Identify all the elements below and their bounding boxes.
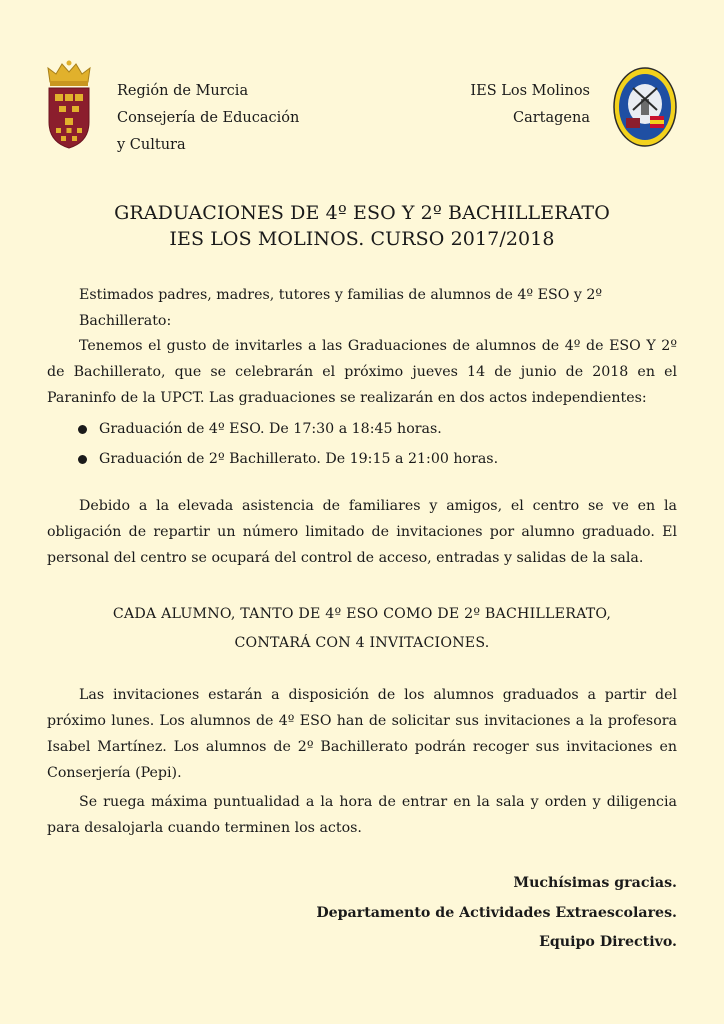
distribution-paragraph: Las invitaciones estarán a disposición de los alumnos graduados a partir del próximo lunes. Los alumnos de 4º ESO han de solicitar sus invitaciones a la profesora Isabel Martínez. Los alumnos de 2º Bachillerato podrán recoger sus invitaciones en Conserjería (Pepi). <box>47 687 677 781</box>
greeting-paragraph: Estimados padres, madres, tutores y familias de alumnos de 4º ESO y 2º Bachillerato: <box>79 287 603 329</box>
punctuality-paragraph: Se ruega máxima puntualidad a la hora de entrar en la sala y orden y diligencia para desalojarla cuando terminen los actos. <box>47 794 677 836</box>
header-right-block <box>470 78 590 132</box>
invitation-paragraph: Tenemos el gusto de invitarles a las Graduaciones de alumnos de 4º de ESO Y 2º de Bachillerato, que se celebrarán el próximo jueves 14 de junio de 2018 en el Paraninfo de la UPCT. Las graduaciones se realizarán en dos actos independientes: <box>47 338 677 406</box>
events-list <box>78 414 498 474</box>
document-title <box>0 200 724 252</box>
list-item <box>78 414 498 444</box>
title-line-2: IES LOS MOLINOS. CURSO 2017/2018 <box>169 228 555 250</box>
list-item <box>78 444 498 474</box>
invitations-notice <box>0 600 724 658</box>
header-left-line-1: Región de Murcia <box>117 83 249 99</box>
header-right-line-2: Cartagena <box>513 110 590 126</box>
event-4eso: Graduación de 4º ESO. De 17:30 a 18:45 horas. <box>99 421 442 437</box>
school-logo-icon <box>612 66 678 148</box>
header-right-line-1: IES Los Molinos <box>470 83 590 99</box>
title-line-1: GRADUACIONES DE 4º ESO Y 2º BACHILLERATO <box>114 202 610 224</box>
signature-block <box>316 869 677 958</box>
notice-line-1: CADA ALUMNO, TANTO DE 4º ESO COMO DE 2º BACHILLERATO, <box>112 606 612 622</box>
bullet-icon <box>78 425 87 434</box>
capacity-paragraph: Debido a la elevada asistencia de familiares y amigos, el centro se ve en la obligación de repartir un número limitado de invitaciones por alumno graduado. El personal del centro se ocupará del control de acceso, entradas y salidas de la sala. <box>47 498 677 566</box>
region-murcia-crest-icon <box>44 60 94 150</box>
signature-line-3: Equipo Directivo. <box>539 934 677 950</box>
header-left-block <box>117 78 299 159</box>
notice-line-2: CONTARÁ CON 4 INVITACIONES. <box>234 635 490 651</box>
signature-line-1: Muchísimas gracias. <box>513 875 677 891</box>
event-2bach: Graduación de 2º Bachillerato. De 19:15 a 21:00 horas. <box>99 451 499 467</box>
header-left-line-2: Consejería de Educación <box>117 110 300 126</box>
signature-line-2: Departamento de Actividades Extraescolares. <box>316 904 677 921</box>
header-left-line-3: y Cultura <box>117 137 186 153</box>
bullet-icon <box>78 455 87 464</box>
